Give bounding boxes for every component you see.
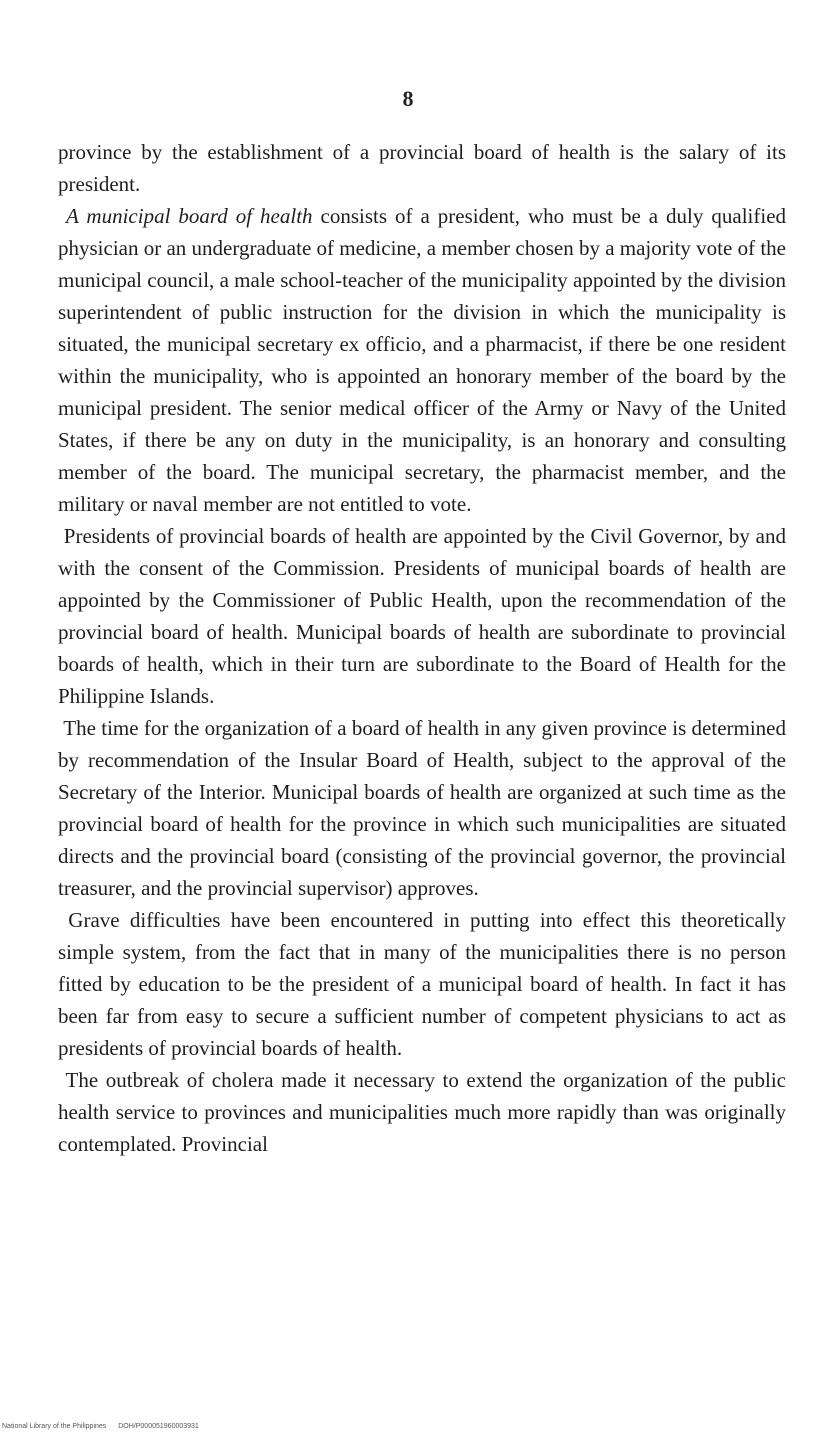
footer-code: DOH/P000051960003931 xyxy=(118,1423,199,1430)
paragraph-5-text: Grave difficulties have been encountered in putting into effect this theoretically simple system, from the fact that in many of the municipalities there is no person fitted by education to be the president of a municipal board of health. In fact it has been far from easy to secure a sufficient number of competent physicians to act as presidents of provincial boards of health. xyxy=(58,908,786,1060)
paragraph-4 xyxy=(58,712,786,904)
body-text xyxy=(58,136,786,1160)
page-number: 8 xyxy=(402,86,414,111)
paragraph-5 xyxy=(58,904,786,1064)
footer-library: National Library of the Philippines xyxy=(2,1423,107,1430)
paragraph-3-text: Presidents of provincial boards of health are appointed by the Civil Governor, by and with the consent of the Commission. Presidents of municipal boards of health are appointed by the Commissioner of Public Health, upon the recommendation of the provincial board of health. Municipal boards of health are subordinate to provincial boards of health, which in their turn are subordinate to the Board of Health for the Philippine Islands. xyxy=(58,524,786,708)
paragraph-2-text: consists of a president, who must be a duly qualified physician or an undergraduate of medicine, a member chosen by a majority vote of the municipal council, a male school-teacher of the municipality appointed by the division superintendent of public instruction for the division in which the municipality is situated, the municipal secretary ex officio, and a pharmacist, if there be one resident within the municipality, who is appointed an honorary member of the board by the municipal president. The senior medical officer of the Army or Navy of the United States, if there be any on duty in the municipality, is an honorary and consulting member of the board. The municipal secretary, the pharmacist member, and the military or naval member are not entitled to vote. xyxy=(58,204,787,516)
paragraph-3 xyxy=(58,520,786,712)
footer-stamp xyxy=(2,1423,209,1430)
paragraph-6-text: The outbreak of cholera made it necessary to extend the organization of the public health service to provinces and municipalities much more rapidly than was originally contemplated. Provincial xyxy=(58,1068,786,1156)
paragraph-4-text: The time for the organization of a board of health in any given province is determined by recommendation of the Insular Board of Health, subject to the approval of the Secretary of the Interior. Municipal boards of health are organized at such time as the provincial board of health for the province in which such municipalities are situated directs and the provincial board (consisting of the provincial governor, the provincial treasurer, and the provincial supervisor) approves. xyxy=(58,716,787,900)
paragraph-2 xyxy=(58,200,786,520)
paragraph-1 xyxy=(58,136,786,200)
paragraph-2-lead: A municipal board of health xyxy=(65,204,313,228)
paragraph-1-text: province by the establishment of a provincial board of health is the salary of its president. xyxy=(58,140,786,196)
paragraph-6 xyxy=(58,1064,786,1160)
